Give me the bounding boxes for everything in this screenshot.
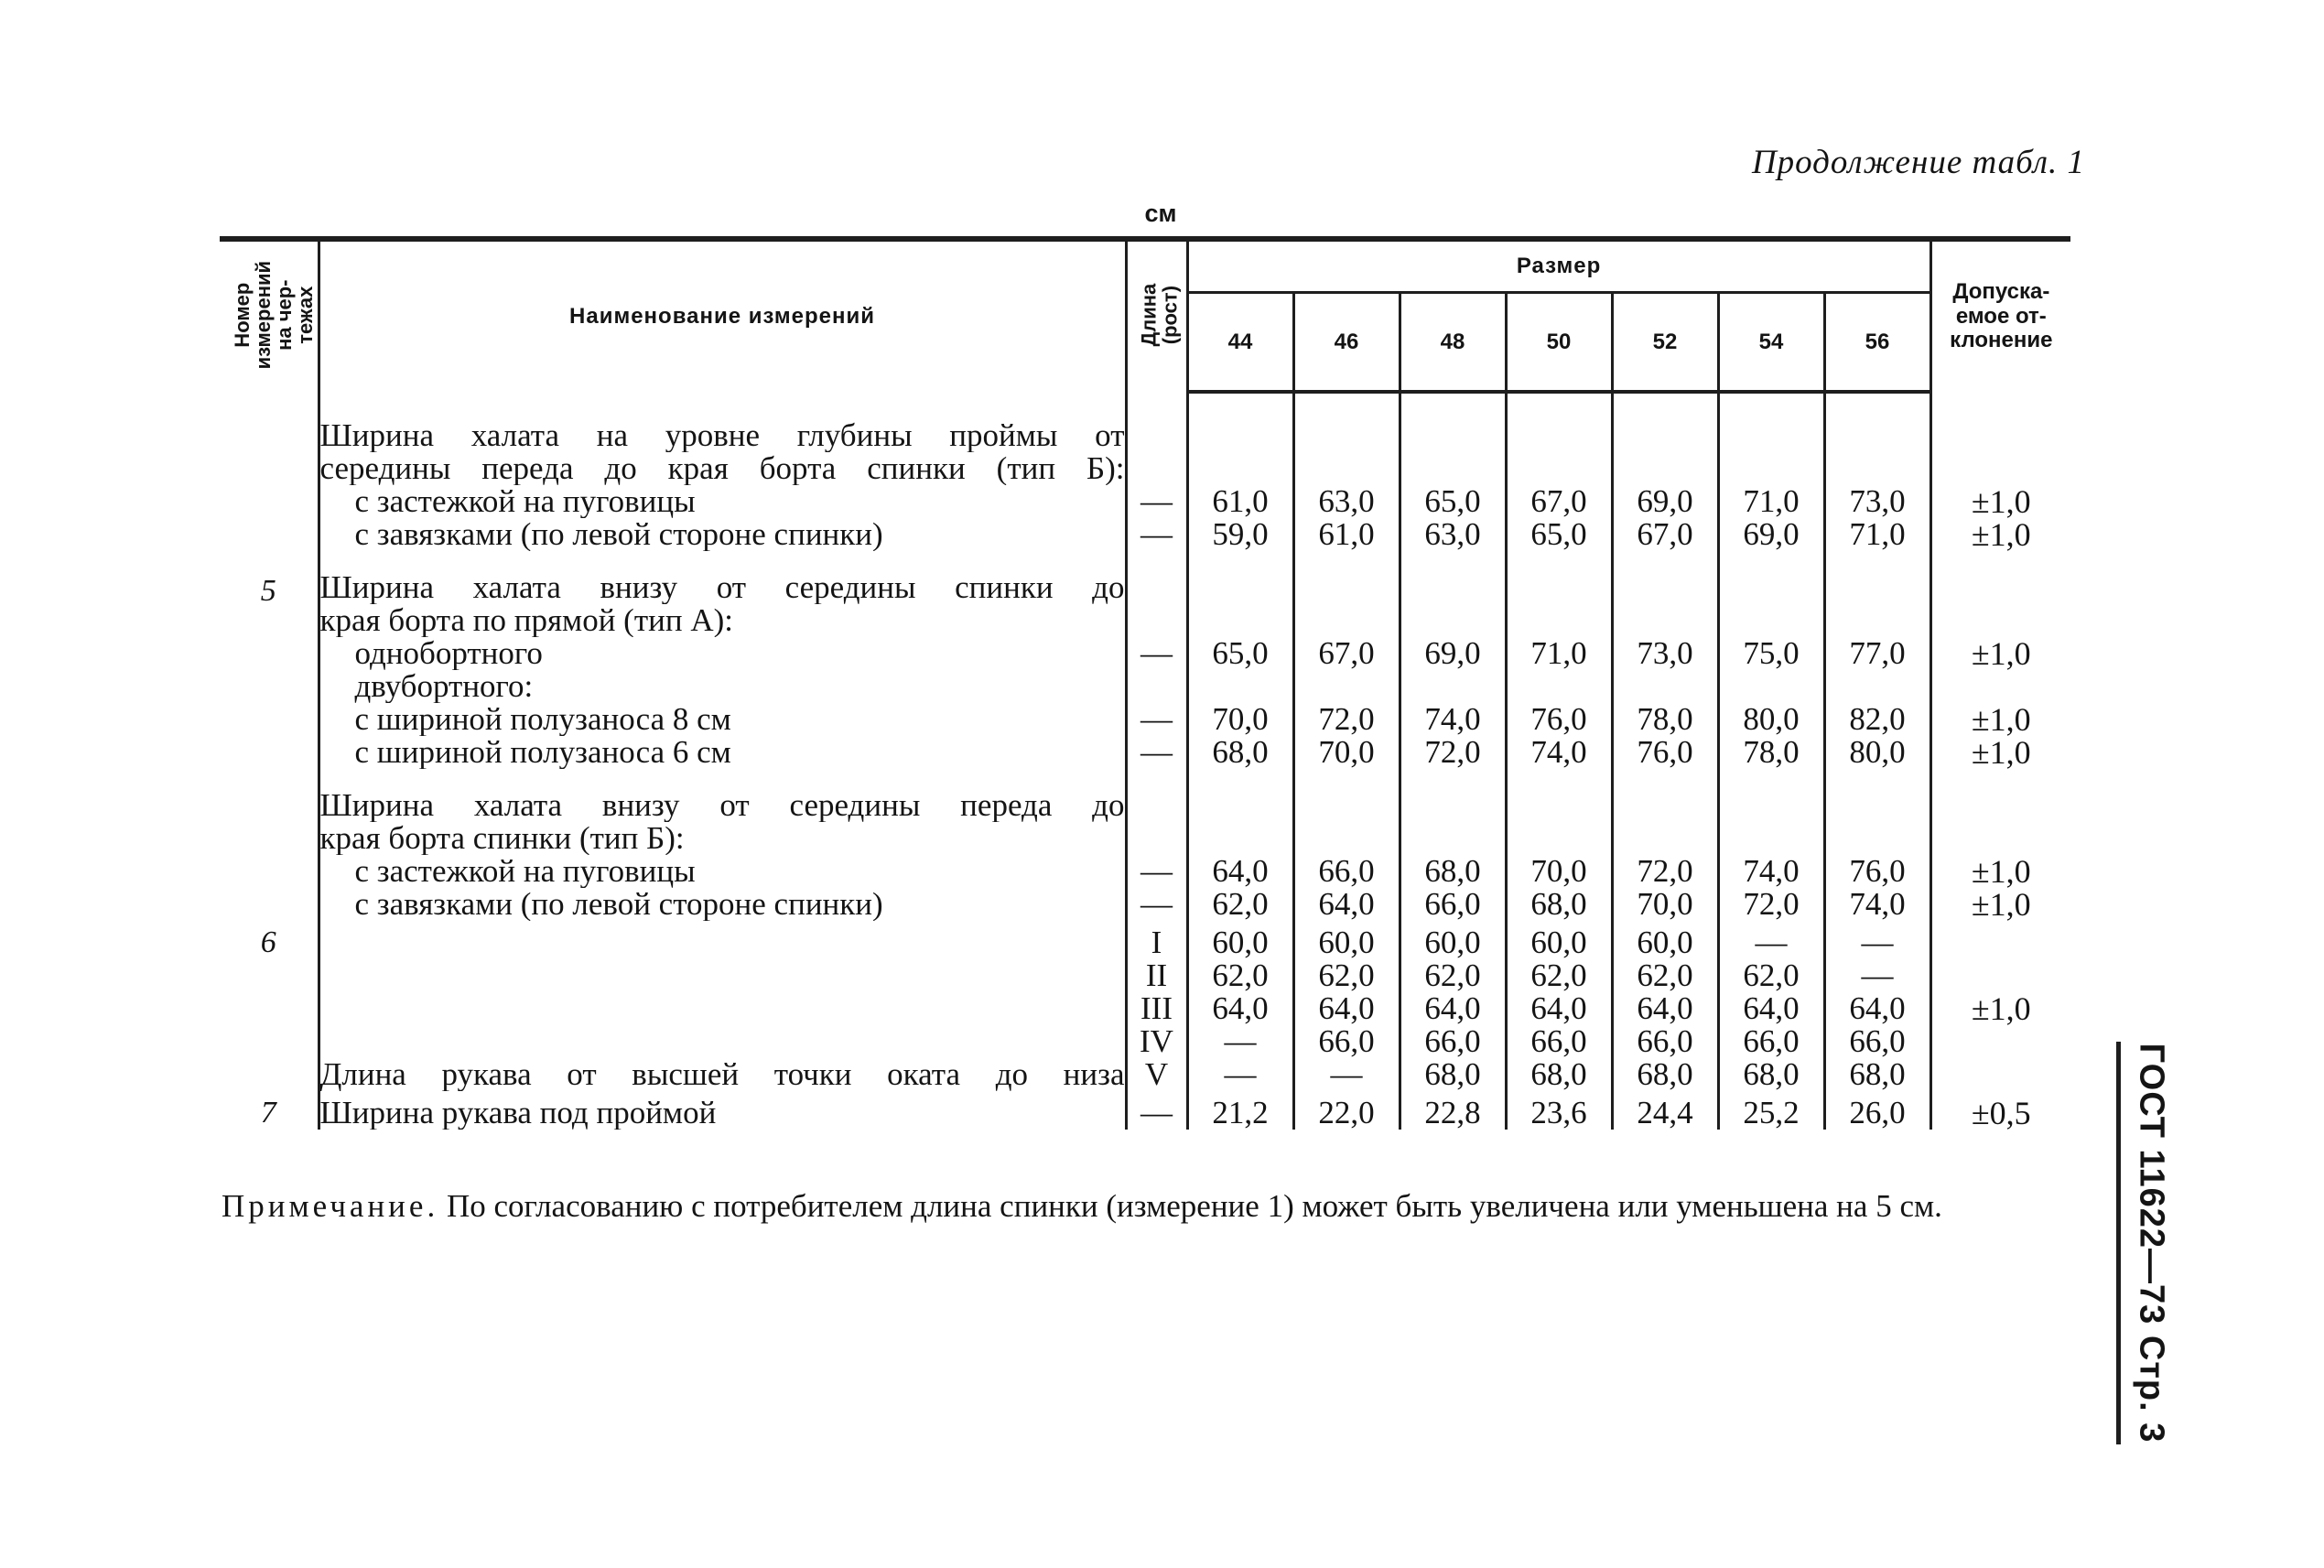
size-value-cell [1400, 921, 1506, 1091]
length-cell [1126, 419, 1187, 551]
size-value-cell [1506, 551, 1612, 769]
size-value: 71,0 [1849, 516, 1906, 552]
size-value: — [1861, 957, 1894, 993]
measurement-name-cell [319, 769, 1126, 921]
size-value [1508, 670, 1611, 703]
size-value: 68,0 [1424, 1056, 1481, 1092]
size-value-cell [1506, 419, 1612, 551]
measurement-number-cell [220, 419, 319, 551]
size-value: 77,0 [1849, 635, 1906, 671]
header-size: 56 [1824, 293, 1930, 393]
tolerance-cell [1930, 419, 2070, 551]
size-value: — [1330, 1056, 1363, 1092]
table-cell [1400, 392, 1506, 419]
tolerance-value: ±1,0 [1971, 990, 2031, 1027]
size-value: 68,0 [1212, 734, 1269, 770]
unit-label: см [1144, 200, 1177, 227]
size-value: 69,0 [1743, 516, 1800, 552]
size-value: 74,0 [1849, 886, 1906, 922]
size-value: 62,0 [1212, 886, 1269, 922]
header-length-text: Длина (рост) [1136, 284, 1181, 347]
length-value: V [1144, 1056, 1169, 1092]
table-row [220, 551, 2070, 769]
size-value-cell [1824, 1091, 1930, 1130]
measurement-name-line: с шириной полузаноса 6 см [354, 736, 731, 769]
header-size: 46 [1293, 293, 1400, 393]
size-value: 64,0 [1530, 990, 1587, 1026]
tolerance-value: ±1,0 [1971, 516, 2031, 553]
size-value-cell [1187, 921, 1293, 1091]
size-value: 66,0 [1424, 886, 1481, 922]
measurement-name-line: Длина рукава от высшей точки оката до низа [319, 1058, 1125, 1091]
header-size: 50 [1506, 293, 1612, 393]
tolerance-value: ±1,0 [1971, 853, 2031, 890]
length-value: I [1151, 925, 1162, 960]
size-value: 82,0 [1849, 701, 1906, 737]
table-cell [1612, 392, 1718, 419]
size-value: 69,0 [1424, 635, 1481, 671]
size-value: 62,0 [1743, 957, 1800, 993]
length-value: II [1145, 957, 1168, 993]
tolerance-cell [1930, 551, 2070, 769]
size-value: 25,2 [1743, 1095, 1800, 1130]
header-size: 54 [1718, 293, 1824, 393]
size-value: 22,0 [1318, 1095, 1375, 1130]
tolerance-value: ±1,0 [1971, 701, 2031, 738]
size-value: 65,0 [1530, 516, 1587, 552]
size-value-cell [1187, 1091, 1293, 1130]
measurement-name-line: Ширина рукава под проймой [319, 1097, 717, 1130]
size-value: 68,0 [1530, 886, 1587, 922]
size-value: 60,0 [1318, 925, 1375, 960]
size-value: 72,0 [1424, 734, 1481, 770]
size-value: 64,0 [1849, 990, 1906, 1026]
size-value: 65,0 [1212, 635, 1269, 671]
size-value: 64,0 [1637, 990, 1693, 1026]
header-number [220, 239, 319, 392]
size-value-cell [1293, 551, 1400, 769]
size-value-cell [1293, 1091, 1400, 1130]
measurement-name-cell [319, 1091, 1126, 1130]
size-value: 62,0 [1212, 957, 1269, 993]
size-value: 76,0 [1530, 701, 1587, 737]
size-value: 64,0 [1212, 990, 1269, 1026]
size-value-cell [1506, 921, 1612, 1091]
size-value-cell [1293, 921, 1400, 1091]
tolerance-value [1932, 1025, 2071, 1058]
measurement-number: 5 [260, 574, 276, 608]
size-value: 67,0 [1637, 516, 1693, 552]
measurement-name-line: с застежкой на пуговицы [354, 855, 696, 888]
header-length [1126, 239, 1187, 392]
table-cell [1126, 392, 1187, 419]
length-cell [1126, 921, 1187, 1091]
header-name: Наименование измерений [319, 239, 1126, 392]
measurement-name-line: Ширина халата внизу от середины спинки до [319, 571, 1125, 604]
length-cell [1126, 769, 1187, 921]
size-value [1401, 670, 1505, 703]
tolerance-value: ±1,0 [1971, 734, 2031, 771]
size-value: — [1861, 925, 1894, 960]
measurement-name-cell [319, 921, 1126, 1091]
size-value: 74,0 [1530, 734, 1587, 770]
size-value-cell [1400, 551, 1506, 769]
size-value: 59,0 [1212, 516, 1269, 552]
size-value: 63,0 [1318, 483, 1375, 519]
size-value: 72,0 [1318, 701, 1375, 737]
size-value: 68,0 [1743, 1056, 1800, 1092]
tolerance-value: ±1,0 [1971, 886, 2031, 923]
size-value: 60,0 [1212, 925, 1269, 960]
tolerance-value: ±1,0 [1971, 483, 2031, 520]
size-value: — [1224, 1023, 1257, 1059]
size-value-cell [1400, 1091, 1506, 1130]
table-cell [220, 392, 319, 419]
size-value: 60,0 [1530, 925, 1587, 960]
size-value: 66,0 [1424, 1023, 1481, 1059]
size-value [1295, 670, 1399, 703]
measurement-number-cell [220, 769, 319, 921]
side-rule [2116, 1042, 2121, 1444]
footnote [222, 1188, 2074, 1225]
table-row [220, 769, 2070, 921]
measurement-name-line: с шириной полузаноса 8 см [354, 703, 731, 736]
table-cell [1718, 392, 1824, 419]
table-cell [1293, 392, 1400, 419]
size-value: 69,0 [1637, 483, 1693, 519]
size-value: 68,0 [1530, 1056, 1587, 1092]
footnote-text: По согласованию с потребителем длина спинки (измерение 1) может быть увеличена или уменьшена на 5 см. [438, 1188, 1942, 1224]
length-value: — [1140, 853, 1173, 889]
size-value-cell [1506, 769, 1612, 921]
continuation-caption: Продолжение табл. 1 [1751, 144, 2085, 181]
size-value: 70,0 [1637, 886, 1693, 922]
size-value: 72,0 [1637, 853, 1693, 889]
size-value: 66,0 [1743, 1023, 1800, 1059]
size-value: 60,0 [1424, 925, 1481, 960]
size-value: 60,0 [1637, 925, 1693, 960]
size-value-cell [1293, 769, 1400, 921]
size-value: 24,4 [1637, 1095, 1693, 1130]
measurement-name-line: с завязками (по левой стороне спинки) [354, 518, 883, 551]
tolerance-value [1932, 670, 2071, 703]
table-row [220, 419, 2070, 551]
size-value-cell [1718, 551, 1824, 769]
size-value: 75,0 [1743, 635, 1800, 671]
table-cell [319, 392, 1126, 419]
size-value: 67,0 [1318, 635, 1375, 671]
length-cell [1126, 1091, 1187, 1130]
size-value: 80,0 [1743, 701, 1800, 737]
size-value: 66,0 [1318, 1023, 1375, 1059]
size-value: 68,0 [1637, 1056, 1693, 1092]
size-value-cell [1612, 769, 1718, 921]
size-value: 61,0 [1212, 483, 1269, 519]
size-value: — [1755, 925, 1788, 960]
size-value: 71,0 [1743, 483, 1800, 519]
size-value: 80,0 [1849, 734, 1906, 770]
length-value: IV [1140, 1023, 1173, 1059]
size-value-cell [1187, 419, 1293, 551]
size-value: 64,0 [1424, 990, 1481, 1026]
size-value: 68,0 [1849, 1056, 1906, 1092]
table-row [220, 1091, 2070, 1130]
measurement-number-cell [220, 921, 319, 1091]
size-value-cell [1400, 769, 1506, 921]
tolerance-cell [1930, 921, 2070, 1091]
size-value: 22,8 [1424, 1095, 1481, 1130]
side-standard-label [2133, 1042, 2169, 1444]
size-value-cell [1612, 921, 1718, 1091]
size-value: 74,0 [1743, 853, 1800, 889]
length-value: — [1140, 886, 1173, 922]
measurement-number: 6 [260, 925, 276, 959]
footnote-lead: Примечание. [222, 1188, 439, 1224]
header-size-group: Размер [1187, 239, 1930, 293]
measurement-name-line: двубортного: [354, 670, 534, 703]
header-tolerance-text: Допуска- емое от- клонение [1950, 279, 2053, 353]
size-value: 66,0 [1530, 1023, 1587, 1059]
table-cell [1506, 392, 1612, 419]
table-body [220, 392, 2070, 1130]
length-value: — [1140, 734, 1173, 770]
size-value: 72,0 [1743, 886, 1800, 922]
size-value-cell [1824, 419, 1930, 551]
size-value: 73,0 [1637, 635, 1693, 671]
size-value-cell [1718, 1091, 1824, 1130]
size-value: 74,0 [1424, 701, 1481, 737]
length-value: — [1140, 516, 1173, 552]
size-value: 64,0 [1318, 886, 1375, 922]
size-value-cell [1718, 769, 1824, 921]
size-value-cell [1187, 769, 1293, 921]
header-number-text: Номер измерений на чер- тежах [231, 261, 318, 370]
size-value [1720, 670, 1823, 703]
measurement-name-cell [319, 551, 1126, 769]
size-value: 61,0 [1318, 516, 1375, 552]
table-cell [1187, 392, 1293, 419]
measurement-name-line: края борта спинки (тип Б): [319, 822, 685, 855]
size-value: — [1224, 1056, 1257, 1092]
size-value: 66,0 [1849, 1023, 1906, 1059]
tolerance-cell [1930, 769, 2070, 921]
size-value: 78,0 [1743, 734, 1800, 770]
side-standard-text: ГОСТ 11622—73 Стр. 3 [2132, 1043, 2171, 1444]
size-value: 76,0 [1637, 734, 1693, 770]
length-cell [1126, 551, 1187, 769]
length-value: — [1140, 635, 1173, 671]
tolerance-value: ±0,5 [1971, 1095, 2031, 1131]
measurement-number-cell [220, 551, 319, 769]
size-value: 65,0 [1424, 483, 1481, 519]
tolerance-value [1932, 1058, 2071, 1091]
measurement-name-cell [319, 419, 1126, 551]
size-value: 21,2 [1212, 1095, 1269, 1130]
size-value: 62,0 [1637, 957, 1693, 993]
measurement-number-cell [220, 1091, 319, 1130]
size-value: 73,0 [1849, 483, 1906, 519]
length-value [1128, 670, 1186, 703]
length-value: III [1140, 990, 1173, 1026]
header-size: 48 [1400, 293, 1506, 393]
header-size: 44 [1187, 293, 1293, 393]
size-value: 66,0 [1637, 1023, 1693, 1059]
size-value-cell [1293, 419, 1400, 551]
size-value-cell [1400, 419, 1506, 551]
size-value: 67,0 [1530, 483, 1587, 519]
size-value: 78,0 [1637, 701, 1693, 737]
header-tolerance [1930, 239, 2070, 392]
size-value-cell [1824, 769, 1930, 921]
size-value: 76,0 [1849, 853, 1906, 889]
size-value: 71,0 [1530, 635, 1587, 671]
size-value-cell [1612, 551, 1718, 769]
size-value: 64,0 [1743, 990, 1800, 1026]
measurement-name-line: середины переда до края борта спинки (тип Б): [319, 452, 1125, 485]
size-value-cell [1718, 419, 1824, 551]
size-value [1826, 670, 1929, 703]
size-value: 70,0 [1212, 701, 1269, 737]
measurement-number: 7 [260, 1096, 276, 1130]
size-value: 64,0 [1318, 990, 1375, 1026]
length-value: — [1140, 1095, 1173, 1130]
table-spacer-row [220, 392, 2070, 419]
size-value: 63,0 [1424, 516, 1481, 552]
size-value-cell [1612, 1091, 1718, 1130]
size-value-cell [1824, 551, 1930, 769]
tolerance-value: ±1,0 [1971, 635, 2031, 672]
table-row [220, 921, 2070, 1091]
measurement-name-line: Ширина халата на уровне глубины проймы от [319, 419, 1125, 452]
tolerance-cell [1930, 1091, 2070, 1130]
measurement-name-line: однобортного [354, 637, 543, 670]
size-value [1189, 670, 1292, 703]
size-value-cell [1824, 921, 1930, 1091]
measurement-name-line: с завязками (по левой стороне спинки) [354, 888, 883, 921]
size-value: 70,0 [1318, 734, 1375, 770]
table-cell [1824, 392, 1930, 419]
size-value-cell [1506, 1091, 1612, 1130]
length-value: — [1140, 701, 1173, 737]
length-value: — [1140, 483, 1173, 519]
size-value [1614, 670, 1717, 703]
size-value: 62,0 [1318, 957, 1375, 993]
size-value-cell [1187, 551, 1293, 769]
measurement-name-line: с застежкой на пуговицы [354, 485, 696, 518]
table-cell [1930, 392, 2070, 419]
size-value: 70,0 [1530, 853, 1587, 889]
header-size: 52 [1612, 293, 1718, 393]
measurements-table [220, 236, 2070, 1130]
size-value: 64,0 [1212, 853, 1269, 889]
size-value-cell [1612, 419, 1718, 551]
size-value: 62,0 [1424, 957, 1481, 993]
tolerance-value [1932, 959, 2071, 992]
size-value: 26,0 [1849, 1095, 1906, 1130]
measurement-name-line: края борта по прямой (тип А): [319, 604, 733, 637]
size-value: 66,0 [1318, 853, 1375, 889]
tolerance-value [1932, 926, 2071, 959]
size-value: 68,0 [1424, 853, 1481, 889]
size-value: 62,0 [1530, 957, 1587, 993]
size-value: 23,6 [1530, 1095, 1587, 1130]
size-value-cell [1718, 921, 1824, 1091]
measurement-name-line: Ширина халата внизу от середины переда до [319, 789, 1125, 822]
